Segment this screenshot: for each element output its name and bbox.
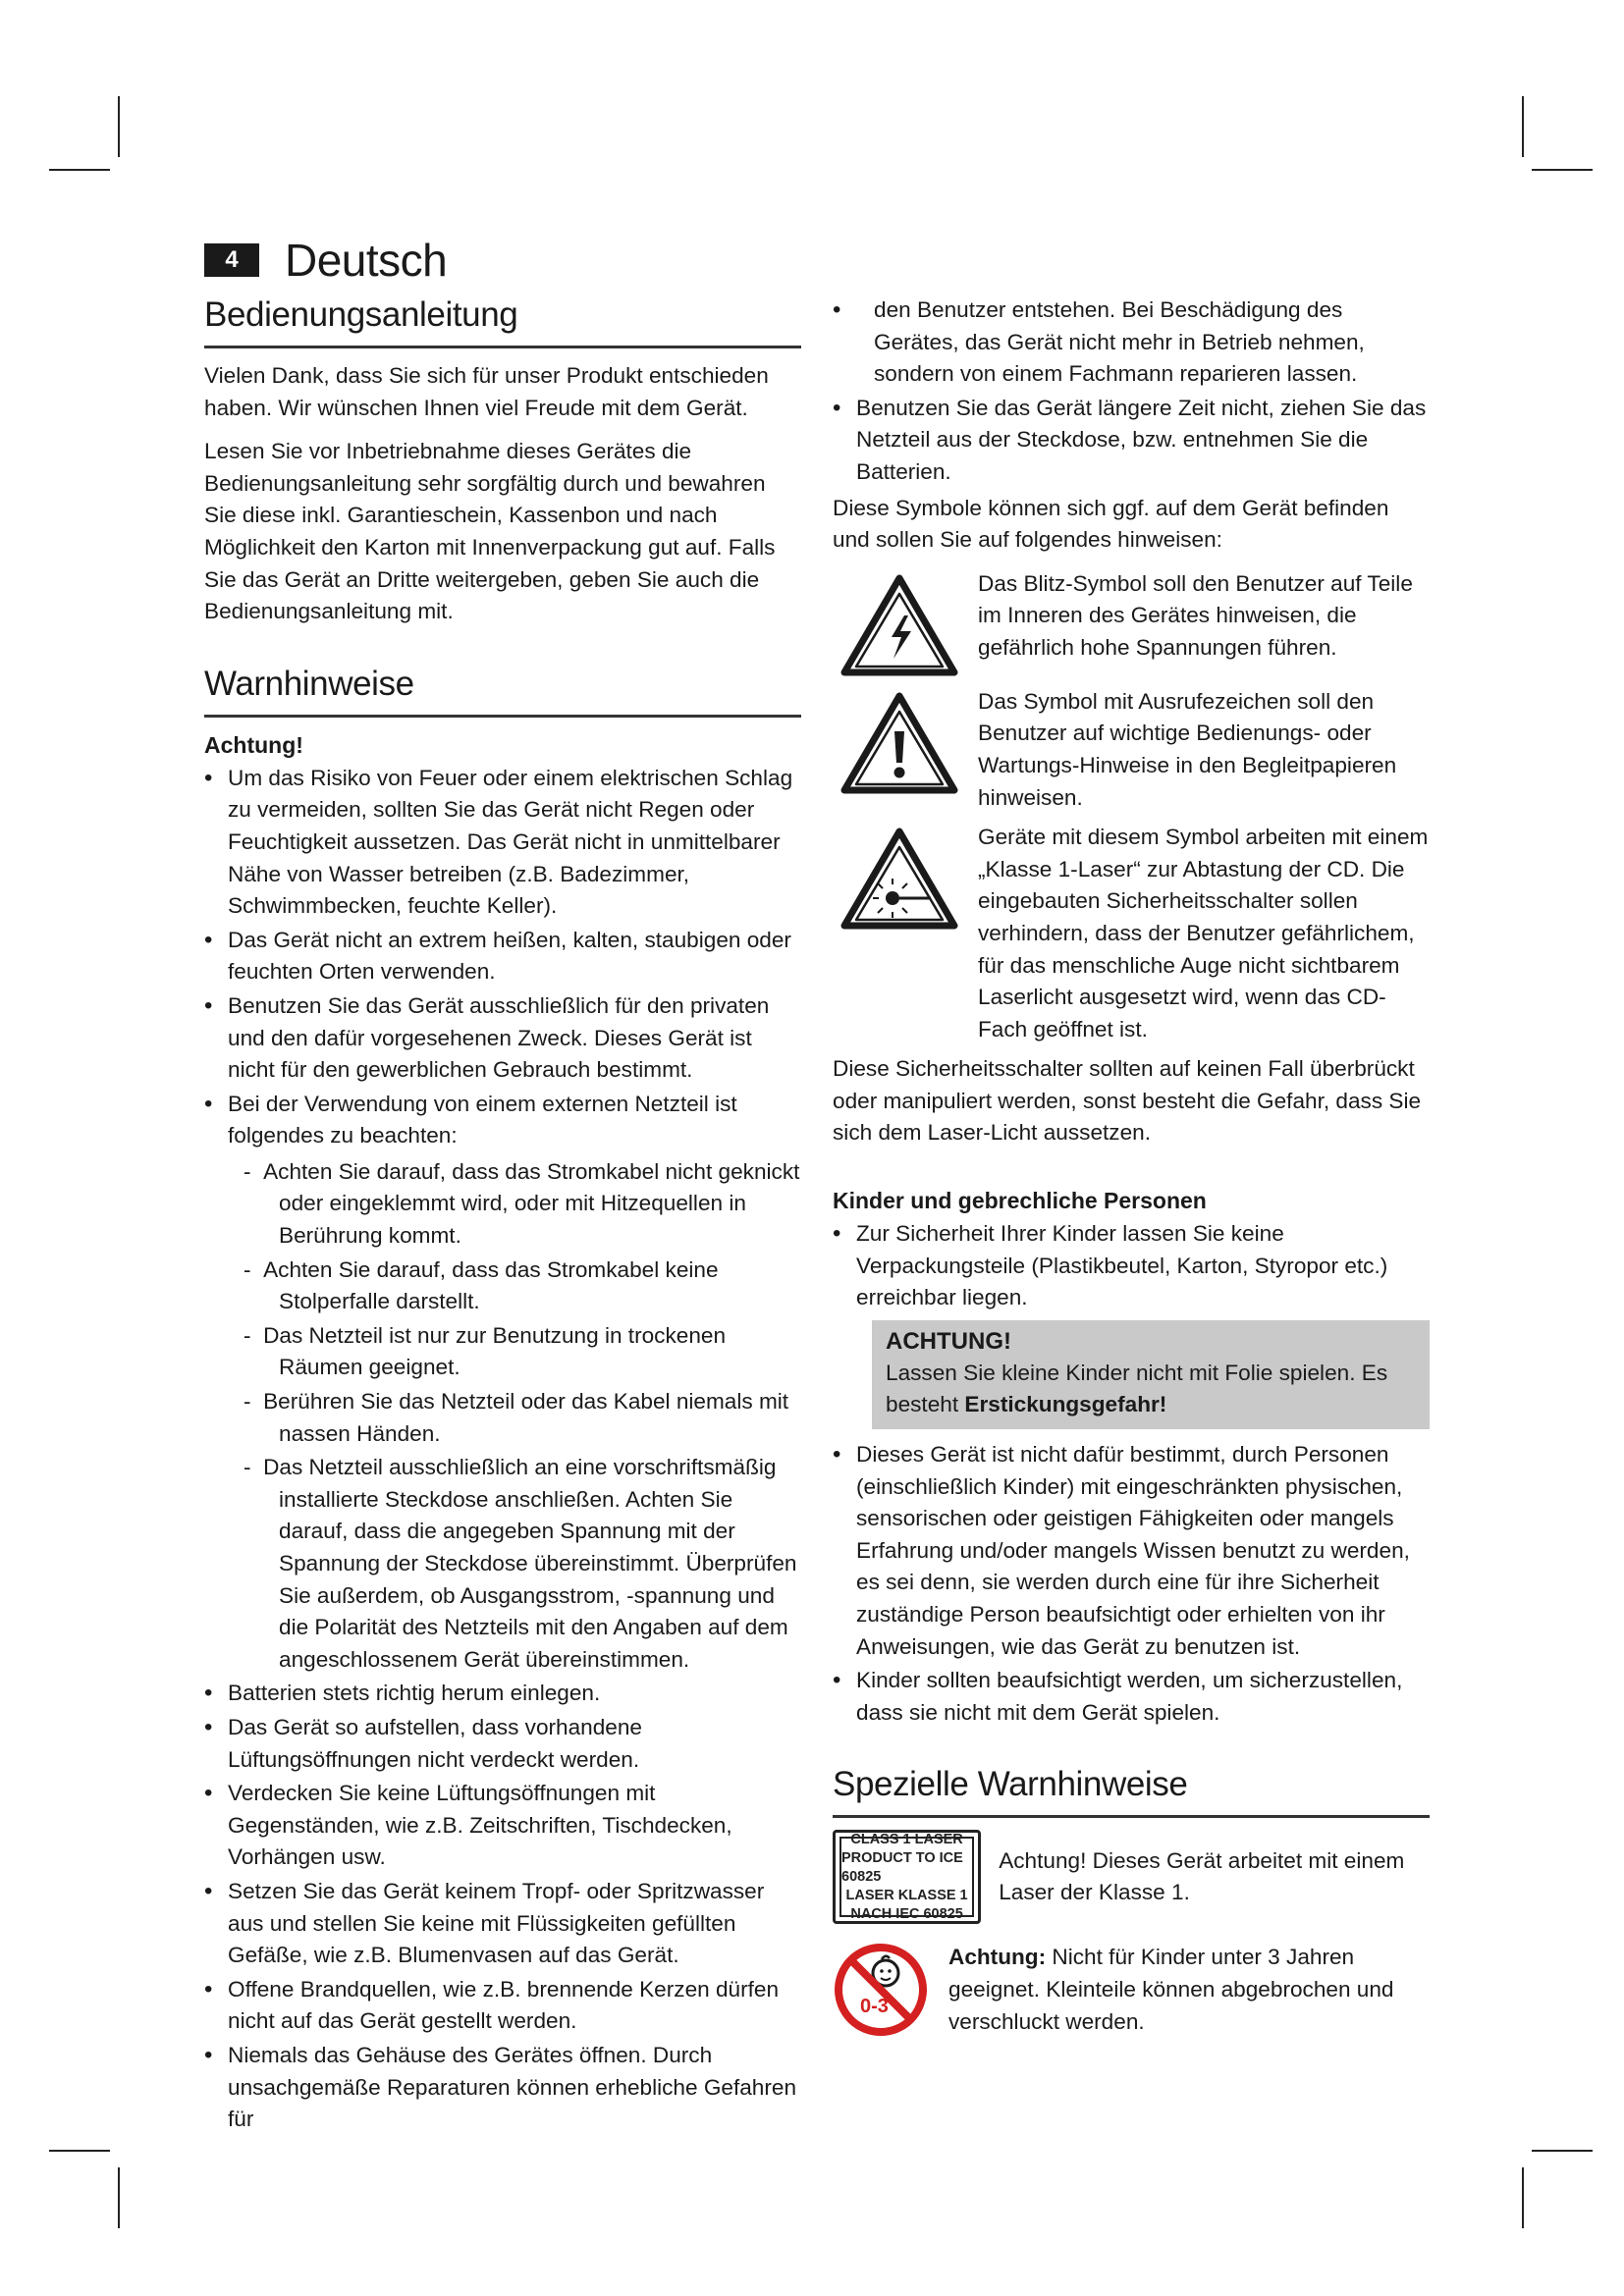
- list-item: [833, 1439, 1430, 1663]
- list-item-text: Benutzen Sie das Gerät ausschließlich für den privaten und den dafür vorgesehenen Zweck. Dieses Gerät ist nicht für den gewerblichen Gebrauch bestimmt.: [228, 992, 770, 1083]
- warning-list: [204, 763, 801, 2136]
- list-item: [204, 1712, 801, 1776]
- list-item-text: Um das Risiko von Feuer oder einem elektrischen Schlag zu vermeiden, sollten Sie das Gerät nicht Regen oder Feuchtigkeit aussetzen. Das Gerät nicht in unmittelbarer Nähe von Wasser betreiben (z.B. Badezimmer, Schwimmbecken, feuchte Keller).: [228, 765, 793, 919]
- list-item-text: Offene Brandquellen, wie z.B. brennende Kerzen dürfen nicht auf das Gerät gestellt werden.: [228, 1976, 780, 2034]
- list-item-text: Das Gerät nicht an extrem heißen, kalten, staubigen oder feuchten Orten verwenden.: [228, 927, 791, 985]
- heading-warnings: Warnhinweise: [204, 664, 801, 718]
- suffocation-warning-box: [872, 1320, 1430, 1429]
- symbol-exclaim-row: [833, 686, 1430, 814]
- list-item-text: Benutzen Sie das Gerät längere Zeit nicht, ziehen Sie das Netzteil aus der Steckdose, bzw. entnehmen Sie die Batterien.: [856, 395, 1427, 484]
- right-column: [833, 294, 1430, 2056]
- laser-label-line: NACH IEC 60825: [850, 1905, 963, 1922]
- list-item: [204, 1876, 801, 1972]
- children-list-2: [833, 1439, 1430, 1729]
- crop-mark: [118, 96, 120, 157]
- language-title: Deutsch: [285, 235, 448, 286]
- list-item-continued: [833, 294, 1430, 391]
- age-restriction-icon: [833, 1942, 929, 2038]
- crop-mark: [1522, 2167, 1524, 2228]
- age-warning-row: [833, 1942, 1430, 2038]
- list-item-text: Setzen Sie das Gerät keinem Tropf- oder Spritzwasser aus und stellen Sie keine mit Flüssigkeiten gefüllten Gefäße, wie z.B. Blumenvasen auf das Gerät.: [228, 1878, 765, 1968]
- laser-label-line: LASER KLASSE 1: [845, 1887, 968, 1903]
- children-list: [833, 1218, 1430, 1314]
- list-item-text: Achten Sie darauf, dass das Stromkabel keine Stolperfalle darstellt.: [263, 1256, 719, 1314]
- heading-manual: Bedienungsanleitung: [204, 294, 801, 348]
- list-item-text: Das Netzteil ausschließlich an eine vorschriftsmäßig installierte Steckdose anschließen. Achten Sie darauf, dass die angegeben Spannung mit der Spannung der Steckdose übereinstimmt. Überprüfen Sie außerdem, ob Ausgangsstrom, -spannung und die Polarität des Netzteils mit den Angaben auf dem angeschlossenem Gerät übereinstimmen.: [263, 1455, 797, 1672]
- list-item-text: Verdecken Sie keine Lüftungsöffnungen mit Gegenständen, wie z.B. Zeitschriften, Tischdecken, Vorhängen usw.: [228, 1781, 732, 1870]
- list-item: [833, 393, 1430, 489]
- warning-box-text: [886, 1358, 1418, 1421]
- list-item: [204, 925, 801, 988]
- list-item-text: Berühren Sie das Netzteil oder das Kabel niemals mit nassen Händen.: [263, 1389, 789, 1446]
- list-item-text: Bei der Verwendung von einem externen Netzteil ist folgendes zu beachten:: [228, 1091, 737, 1148]
- symbol-lightning-text: Das Blitz-Symbol soll den Benutzer auf Teile im Inneren des Gerätes hinweisen, die gefährlich hohe Spannungen führen.: [978, 570, 1413, 660]
- list-item: [204, 1778, 801, 1874]
- list-item-text: Batterien stets richtig herum einlegen.: [228, 1681, 601, 1706]
- list-item: - Das Netzteil ist nur zur Benutzung in trockenen Räumen geeignet.: [244, 1322, 727, 1380]
- list-item-text: Das Gerät so aufstellen, dass vorhandene Lüftungsöffnungen nicht verdeckt werden.: [228, 1714, 643, 1772]
- list-item-text: Kinder sollten beaufsichtigt werden, um sicherzustellen, dass sie nicht mit dem Gerät spielen.: [856, 1668, 1403, 1725]
- page-header: [204, 234, 447, 287]
- crop-mark: [1532, 2150, 1593, 2152]
- safety-switch-paragraph: Diese Sicherheitsschalter sollten auf keinen Fall überbrückt oder manipuliert werden, sonst besteht die Gefahr, dass Sie sich dem Laser-Licht aussetzen.: [833, 1056, 1422, 1146]
- attention-label: Achtung!: [204, 731, 303, 758]
- list-item: [204, 1678, 801, 1710]
- crop-mark: [118, 2167, 120, 2228]
- symbol-laser-row: [833, 822, 1430, 1045]
- symbol-lightning-row: [833, 568, 1430, 678]
- age-warning-body: Nicht für Kinder unter 3 Jahren geeignet. Kleinteile können abgebrochen und verschluckt werden.: [948, 1945, 1394, 2034]
- power-supply-list: [228, 1156, 801, 1677]
- list-item-text: den Benutzer entstehen. Bei Beschädigung des Gerätes, das Gerät nicht mehr in Betrieb nehmen, sondern von einem Fachmann reparieren lassen.: [874, 297, 1365, 387]
- page-number: 4: [204, 243, 259, 277]
- list-item-text: Das Netzteil ist nur zur Benutzung in trockenen Räumen geeignet.: [263, 1322, 727, 1380]
- list-item: [204, 1974, 801, 2038]
- list-item-text: Niemals das Gehäuse des Gerätes öffnen. Durch unsachgemäße Reparaturen können erhebliche Gefahren für: [228, 2042, 797, 2132]
- laser-class-label: [833, 1830, 981, 1924]
- list-item: [204, 990, 801, 1087]
- warning-box-title: ACHTUNG!: [886, 1327, 1011, 1355]
- symbol-exclaim-text: Das Symbol mit Ausrufezeichen soll den Benutzer auf wichtige Bedienungs- oder Wartungs-Hinweise in den Begleitpapieren hinweisen.: [978, 688, 1397, 810]
- list-item: [833, 1665, 1430, 1729]
- crop-mark: [49, 169, 110, 171]
- list-item: [833, 1218, 1430, 1314]
- crop-mark: [49, 2150, 110, 2152]
- warning-box-body: Lassen Sie kleine Kinder nicht mit Folie spielen. Es besteht: [886, 1360, 1388, 1417]
- laser-warning-icon: [839, 826, 960, 932]
- intro-paragraph: Vielen Dank, dass Sie sich für unser Produkt entschieden haben. Wir wünschen Ihnen viel Freude mit dem Gerät.: [204, 363, 769, 420]
- age-warning-emphasis: Achtung:: [948, 1945, 1047, 1970]
- symbol-laser-text: Geräte mit diesem Symbol arbeiten mit einem „Klasse 1-Laser“ zur Abtastung der CD. Die eingebauten Sicherheitsschalter sollen verhindern, dass der Benutzer gefährlichem, für das menschliche Auge nicht sichtbarem Laserlicht ausgesetzt wird, wenn das CD-Fach geöffnet ist.: [978, 825, 1429, 1041]
- list-item-text: Zur Sicherheit Ihrer Kinder lassen Sie keine Verpackungsteile (Plastikbeutel, Karton, Styropor etc.) erreichbar liegen.: [856, 1221, 1388, 1310]
- laser-label-line: CLASS 1 LASER: [850, 1831, 963, 1847]
- list-item: [204, 763, 801, 923]
- heading-children: Kinder und gebrechliche Personen: [833, 1188, 1207, 1214]
- list-item: [204, 2040, 801, 2136]
- left-column: [204, 294, 801, 2138]
- warning-list-continued: [833, 294, 1430, 489]
- crop-mark: [1522, 96, 1524, 157]
- list-item: [204, 1089, 801, 1677]
- list-item: - Das Netzteil ausschließlich an eine vorschriftsmäßig installierte Steckdose anschließen. Achten Sie darauf, dass die angegeben Spannung mit der Spannung der Steckdose übereinstimmt. Überprüfen Sie außerdem, ob Ausgangsstrom, -spannung und die Polarität des Netzteils mit den Angaben auf dem angeschlossenem Gerät übereinstimmen.: [244, 1455, 797, 1672]
- list-item-text: Dieses Gerät ist nicht dafür bestimmt, durch Personen (einschließlich Kinder) mit eingeschränkten physischen, sensorischen oder geistigen Fähigkeiten oder mangels Erfahrung und/oder mangels Wissen benutzt zu werden, es sei denn, sie werden durch eine für ihre Sicherheit zuständige Person beaufsichtigt oder erhielten von ihr Anweisungen, wie das Gerät zu benutzen ist.: [856, 1442, 1410, 1659]
- heading-special-warnings: Spezielle Warnhinweise: [833, 1764, 1430, 1818]
- exclamation-warning-icon: [839, 690, 960, 796]
- list-item: - Achten Sie darauf, dass das Stromkabel nicht geknickt oder eingeklemmt wird, oder mit Hitzequellen in Berührung kommt.: [244, 1158, 800, 1249]
- warning-box-emphasis: Erstickungsgefahr!: [964, 1392, 1167, 1417]
- symbols-intro: Diese Symbole können sich ggf. auf dem Gerät befinden und sollen Sie auf folgendes hinweisen:: [833, 495, 1389, 553]
- age-label: 0-3: [860, 1996, 889, 2018]
- laser-class-row: [833, 1830, 1430, 1924]
- laser-label-line: PRODUCT TO ICE 60825: [841, 1849, 963, 1885]
- intro-paragraph: Lesen Sie vor Inbetriebnahme dieses Gerätes die Bedienungsanleitung sehr sorgfältig durch und bewahren Sie diese inkl. Garantieschein, Kassenbon und nach Möglichkeit den Karton mit Innenverpackung gut auf. Falls Sie das Gerät an Dritte weitergeben, geben Sie auch die Bedienungsanleitung mit.: [204, 439, 776, 624]
- age-warning-text: [929, 1942, 1430, 2038]
- crop-mark: [1532, 169, 1593, 171]
- list-item-text: Achten Sie darauf, dass das Stromkabel nicht geknickt oder eingeklemmt wird, oder mit Hitzequellen in Berührung kommt.: [263, 1158, 800, 1249]
- lightning-warning-icon: [839, 572, 960, 678]
- list-item: - Achten Sie darauf, dass das Stromkabel keine Stolperfalle darstellt.: [244, 1256, 719, 1314]
- laser-class-text: Achtung! Dieses Gerät arbeitet mit einem Laser der Klasse 1.: [999, 1847, 1405, 1905]
- list-item: - Berühren Sie das Netzteil oder das Kabel niemals mit nassen Händen.: [244, 1389, 789, 1446]
